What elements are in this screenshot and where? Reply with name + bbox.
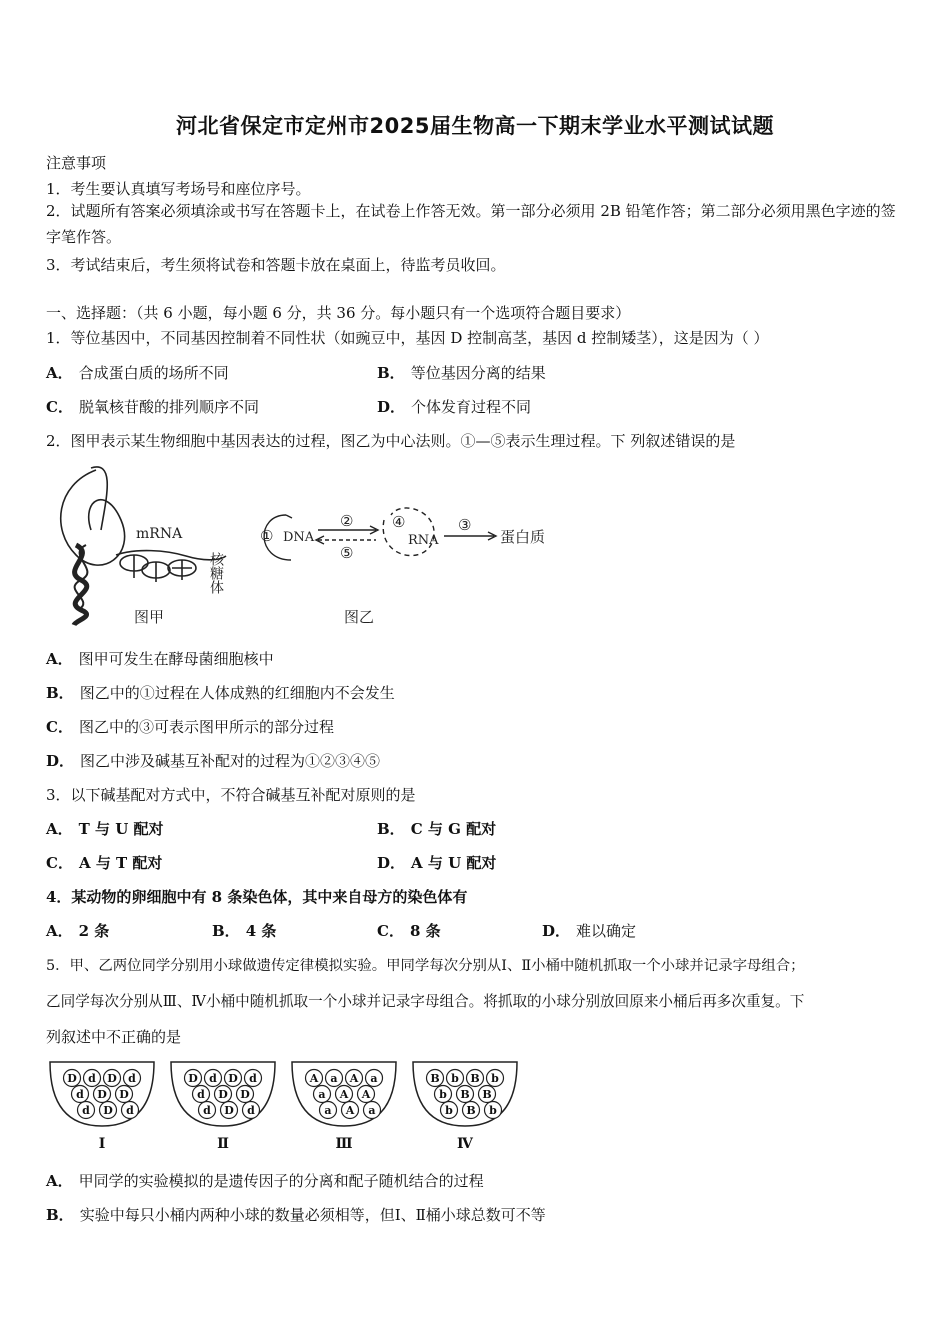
q2-figure [46,460,566,630]
option-text: 难以确定 [576,922,637,940]
option-text: 个体发育过程不同 [411,398,532,416]
option-letter: B． [377,820,405,838]
q1-option-b[interactable] [377,362,546,383]
q4-option-b[interactable] [212,920,276,941]
q5-stem-line-3: 列叙述中不正确的是 [46,1028,182,1046]
q2-option-c[interactable] [46,716,334,737]
option-letter: C． [46,718,73,736]
ball-letter: A [345,1104,355,1117]
option-letter: D． [542,922,571,940]
ball-letter: B [430,1072,440,1085]
ball-letter: d [249,1072,257,1085]
q5-stem-line-1: 5．甲、乙两位同学分别用小球做遗传定律模拟实验。甲同学每次分别从Ⅰ、Ⅱ小桶中随机抓取一个小球并记录字母组合； [46,958,805,974]
option-text: 图乙中涉及碱基互补配对的过程为①②③④⑤ [80,752,381,770]
q4-stem: 4．某动物的卵细胞中有 8 条染色体，其中来自母方的染色体有 [46,888,468,906]
ball-letter: d [126,1104,134,1117]
option-letter: A． [46,922,73,940]
ball-letter: b [445,1104,453,1117]
section-heading: 一、选择题：（共 6 小题，每小题 6 分，共 36 分。每小题只有一个选项符合题目要求） [46,304,631,322]
bucket-1 [50,1062,154,1152]
option-text: 甲同学的实验模拟的是遗传因子的分离和配子随机结合的过程 [78,1172,484,1190]
ball-letter: D [97,1088,107,1101]
mrna-label: mRNA [136,526,183,542]
bucket-label: Ⅳ [457,1136,473,1152]
q3-option-d[interactable] [377,852,496,873]
option-letter: C． [46,398,73,416]
ball-letter: d [82,1104,90,1117]
ball-letter: d [209,1072,217,1085]
option-letter: B． [377,364,405,382]
option-letter: C． [377,922,404,940]
ball-letter: b [489,1104,497,1117]
mrna-strand-path [91,467,107,530]
q5-option-b[interactable] [46,1204,546,1225]
ball-letter: a [368,1104,376,1117]
rna-label: RNA [408,533,439,548]
protein-label: 蛋白质 [500,528,546,546]
q2-option-a[interactable] [46,648,274,669]
num-1: ① [260,527,274,545]
q3-option-c[interactable] [46,852,162,873]
ball-letter: D [67,1072,77,1085]
q3-option-a[interactable] [46,818,164,839]
option-letter: A． [46,650,73,668]
ball-letter: d [128,1072,136,1085]
ball-letter: D [240,1088,250,1101]
ball-letter: B [466,1104,476,1117]
ball-letter: a [324,1104,332,1117]
figure-yi-label: 图乙 [344,608,375,626]
ball-letter: D [107,1072,117,1085]
ball-letter: b [451,1072,459,1085]
q1-option-d[interactable] [377,396,531,417]
option-text: 2 条 [78,922,110,940]
q1-option-a[interactable] [46,362,229,383]
q4-option-a[interactable] [46,920,109,941]
ball-letter: B [460,1088,470,1101]
num-2: ② [340,512,354,530]
option-text: A 与 U 配对 [411,854,497,872]
option-text: 等位基因分离的结果 [410,364,546,382]
bucket-3 [292,1062,396,1152]
q1-option-c[interactable] [46,396,259,417]
rna-replication-arc [383,508,434,556]
ball-letter: A [339,1088,349,1101]
num-3: ③ [458,516,472,534]
ball-letter: d [88,1072,96,1085]
ball-letter: d [203,1104,211,1117]
ball-letter: b [491,1072,499,1085]
ball-letter: D [188,1072,198,1085]
figure-jia-label: 图甲 [134,608,165,626]
num-4: ④ [392,513,406,531]
q3-stem: 3．以下碱基配对方式中，不符合碱基互补配对原则的是 [46,786,416,804]
ball-letter: D [228,1072,238,1085]
ribosome-label: 核糖体 [208,552,224,594]
figure-jia [61,467,226,625]
option-text: 实验中每只小桶内两种小球的数量必须相等，但Ⅰ、Ⅱ桶小球总数可不等 [79,1206,546,1224]
q5-option-a[interactable] [46,1170,484,1191]
page-title: 河北省保定市定州市2025届生物高一下期末学业水平测试试题 [176,114,774,138]
notice-heading: 注意事项 [46,154,107,172]
q2-stem: 2．图甲表示某生物细胞中基因表达的过程，图乙为中心法则。①—⑤表示生理过程。下 列叙述错误的是 [46,432,736,450]
bucket-2 [171,1062,275,1152]
ball-letter: B [482,1088,492,1101]
ball-letter: D [103,1104,113,1117]
replication-arrowhead [286,515,292,518]
option-text: 图甲可发生在酵母菌细胞核中 [78,650,274,668]
option-letter: A． [46,1172,73,1190]
q5-buckets-figure [46,1058,546,1158]
option-text: T 与 U 配对 [78,820,164,838]
notice-item-2: 2．试题所有答案必须填涂或书写在答题卡上，在试卷上作答无效。第一部分必须用 2B 铅笔作答；第二部分必须用黑色字迹的签字笔作答。 [46,202,896,246]
option-text: 脱氧核苷酸的排列顺序不同 [78,398,259,416]
option-letter: B． [46,684,74,702]
option-letter: A． [46,364,73,382]
ball-letter: a [318,1088,326,1101]
ball-letter: d [197,1088,205,1101]
notice-item-1: 1．考生要认真填写考场号和座位序号。 [46,180,311,198]
dna-label: DNA [283,530,315,545]
q4-option-c[interactable] [377,920,441,941]
bucket-label: Ⅰ [98,1136,106,1152]
ball-letter: B [470,1072,480,1085]
q2-option-d[interactable] [46,750,380,771]
option-text: C 与 G 配对 [410,820,497,838]
option-letter: B． [212,922,240,940]
ball-letter: b [439,1088,447,1101]
option-letter: D． [377,398,406,416]
option-letter: D． [46,752,75,770]
mrna-loop-path [61,470,125,565]
option-text: A 与 T 配对 [78,854,163,872]
q1-stem: 1．等位基因中，不同基因控制着不同性状（如豌豆中，基因 D 控制高茎，基因 d 控制矮茎），这是因为（ ） [46,329,769,347]
ball-letter: d [247,1104,255,1117]
ball-letter: a [370,1072,378,1085]
ball-letter: A [361,1088,371,1101]
notice-item-3: 3．考试结束后，考生须将试卷和答题卡放在桌面上，待监考员收回。 [46,256,506,274]
option-text: 图乙中的③可表示图甲所示的部分过程 [78,718,334,736]
option-letter: D． [377,854,406,872]
q3-option-b[interactable] [377,818,496,839]
bucket-label: Ⅲ [335,1136,353,1152]
option-letter: C． [46,854,73,872]
option-letter: A． [46,820,73,838]
option-text: 合成蛋白质的场所不同 [78,364,229,382]
q5-stem-line-2: 乙同学每次分别从Ⅲ、Ⅳ小桶中随机抓取一个小球并记录字母组合。将抓取的小球分别放回原来小桶后再多次重复。下 [46,993,805,1010]
ball-letter: a [330,1072,338,1085]
ball-letter: A [309,1072,319,1085]
num-5: ⑤ [340,544,354,562]
ball-letter: d [76,1088,84,1101]
option-text: 8 条 [409,922,441,940]
ball-letter: D [119,1088,129,1101]
ball-letter: D [224,1104,234,1117]
option-text: 4 条 [245,922,277,940]
option-letter: B． [46,1206,74,1224]
ball-letter: D [218,1088,228,1101]
ball-letter: A [349,1072,359,1085]
q4-option-d[interactable] [542,920,636,941]
bucket-4 [413,1062,517,1152]
option-text: 图乙中的①过程在人体成熟的红细胞内不会发生 [79,684,395,702]
bucket-label: Ⅱ [217,1136,229,1152]
q2-option-b[interactable] [46,682,395,703]
